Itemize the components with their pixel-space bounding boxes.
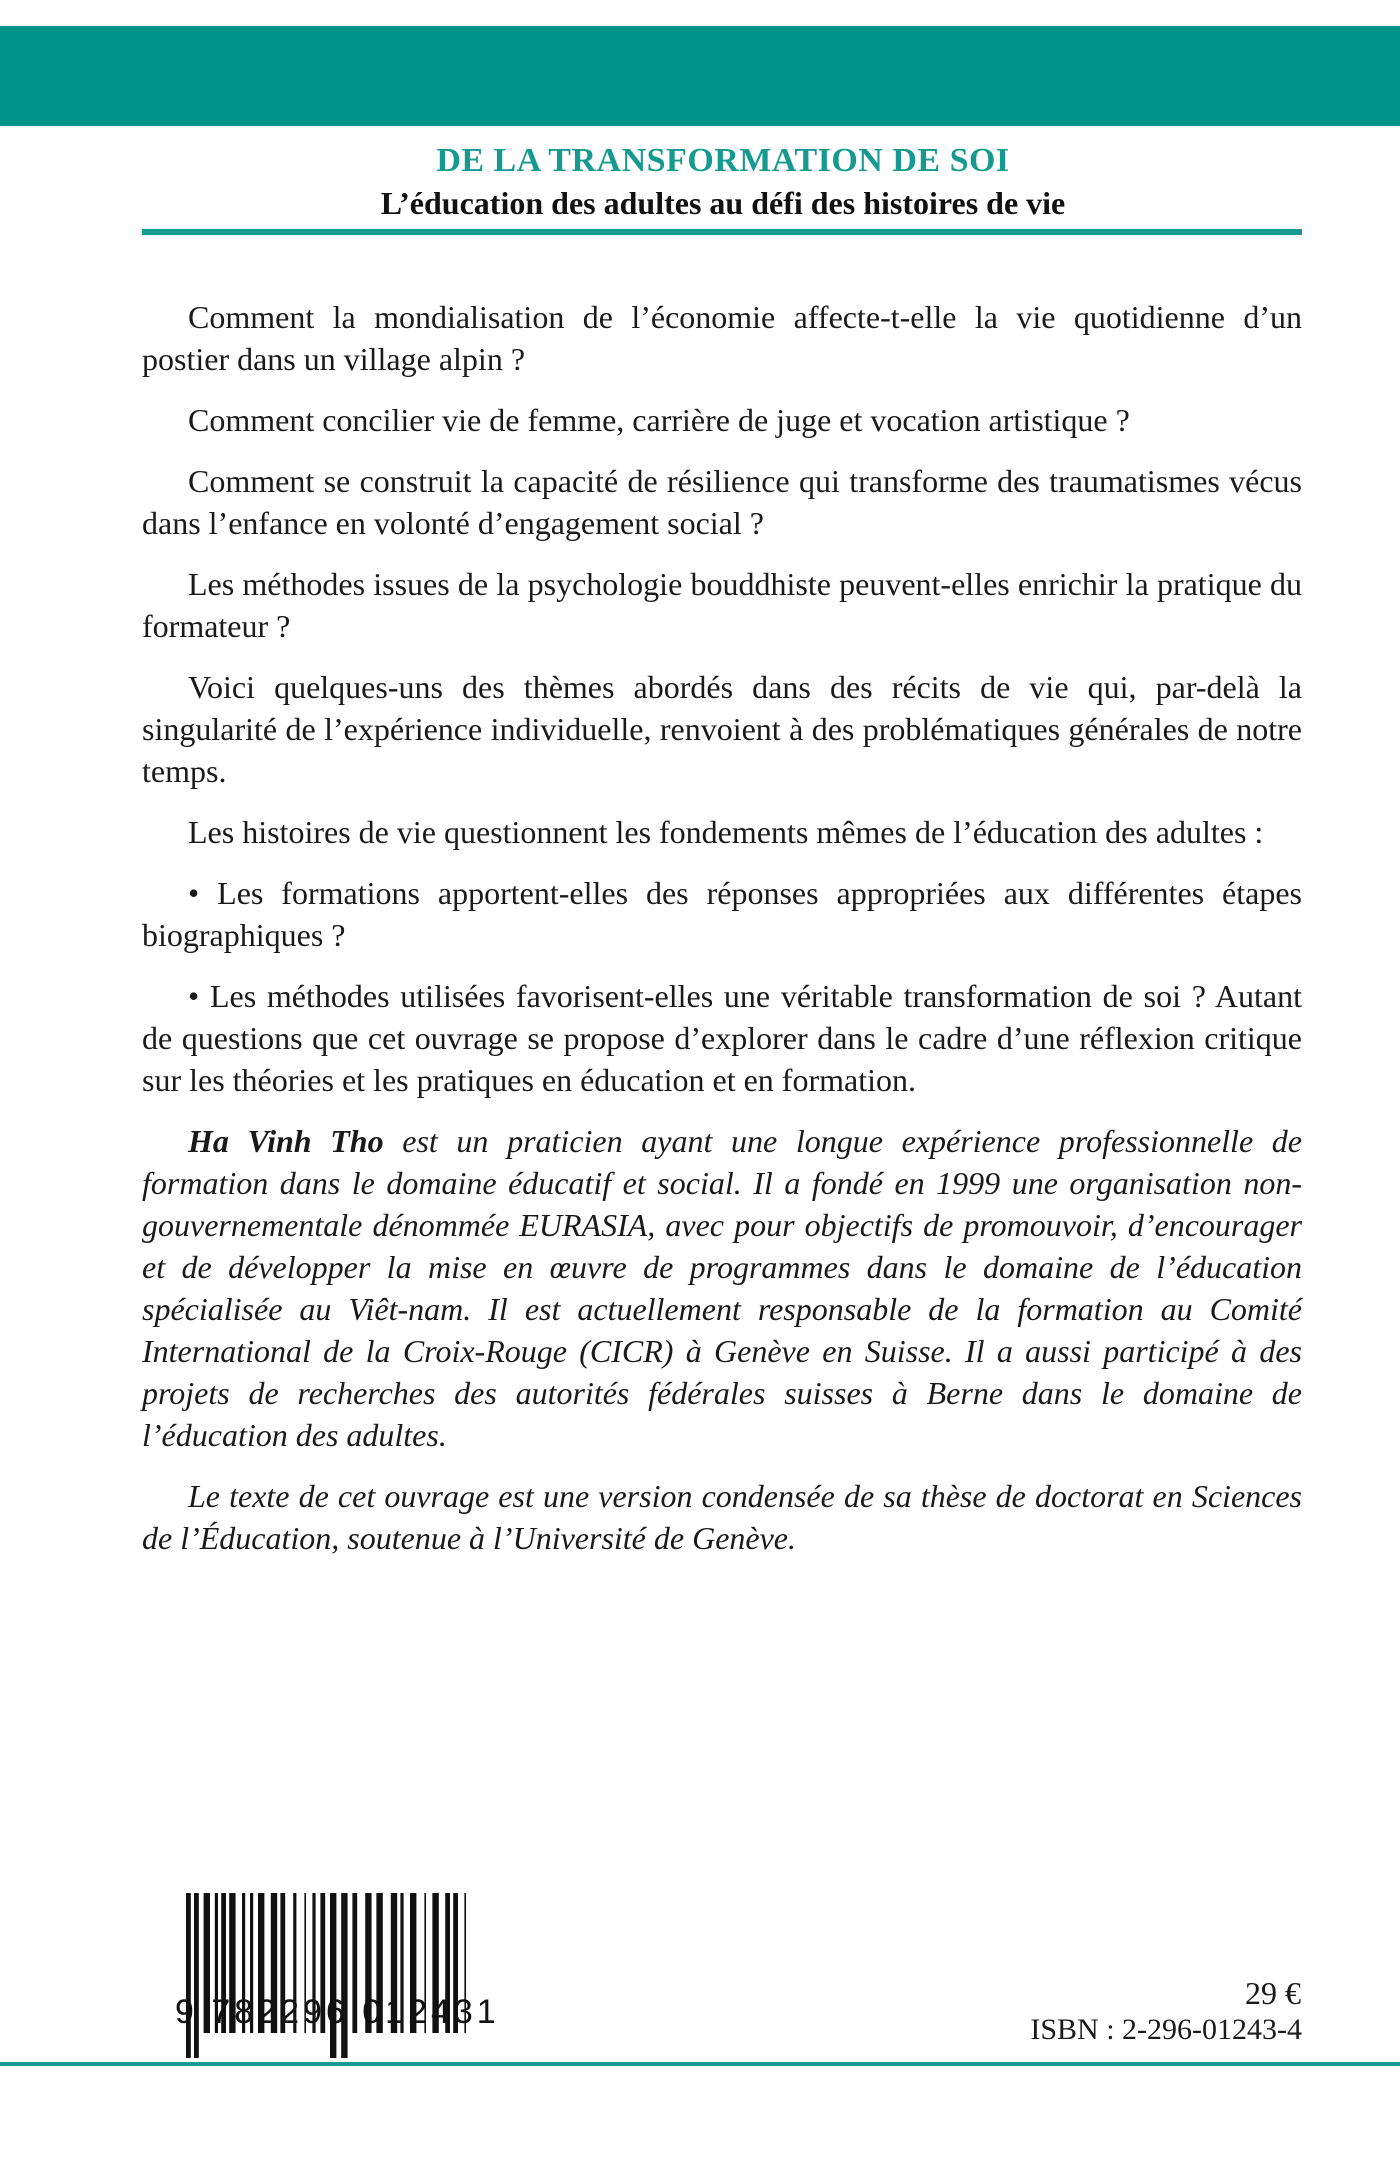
barcode-bar: [341, 1893, 347, 2058]
barcode-bar: [186, 1893, 191, 2058]
isbn-barcode: [180, 1893, 470, 2058]
author-name: Ha Vinh Tho: [188, 1123, 384, 1159]
book-subtitle: L’éducation des adultes au défi des histoires de vie: [380, 185, 1066, 221]
book-title: DE LA TRANSFORMATION DE SOI: [436, 142, 1010, 179]
paragraph: Les méthodes issues de la psychologie bouddhiste peuvent-elles enrichir la pratique du formateur ?: [142, 566, 1302, 644]
bullet-item: • Les formations apportent-elles des réponses appropriées aux différentes étapes biographiques ?: [142, 875, 1302, 953]
barcode-bar: [330, 1893, 336, 2058]
price-label: 29 €: [1245, 1975, 1301, 2011]
author-bio-text: est un praticien ayant une longue expérience professionnelle de formation dans le domaine éducatif et social. Il a fondé en 1999 une organisation non-gouvernementale dénommée EURASIA, avec pour objectifs de promouvoir, d’encourager et de développer la mise en œuvre de programmes dans le domaine de l’éducation spécialisée au Viêt-nam. Il est actuellement responsable de la formation au Comité International de la Croix-Rouge (CICR) à Genève en Suisse. Il a aussi participé à des projets de recherches des autorités fédérales suisses à Berne dans le domaine de l’éducation des adultes.: [142, 1123, 1303, 1453]
barcode-bar: [194, 1893, 199, 2058]
back-cover-text: [142, 296, 1302, 1578]
paragraph: Les histoires de vie questionnent les fondements mêmes de l’éducation des adultes :: [188, 814, 1264, 850]
paragraph: Comment concilier vie de femme, carrière de juge et vocation artistique ?: [188, 402, 1130, 438]
barcode-number: 9 782296 012431: [175, 1993, 500, 2031]
top-color-band: [0, 26, 1400, 126]
bottom-divider: [0, 2062, 1400, 2066]
paragraph: Voici quelques-uns des thèmes abordés dans des récits de vie qui, par-delà la singularité de l’expérience individuelle, renvoient à des problématiques générales de notre temps.: [142, 669, 1302, 789]
paragraph: Comment la mondialisation de l’économie affecte-t-elle la vie quotidienne d’un postier dans un village alpin ?: [142, 299, 1302, 377]
title-divider: [142, 229, 1302, 235]
thesis-note: Le texte de cet ouvrage est une version condensée de sa thèse de doctorat en Sciences de l’Éducation, soutenue à l’Université de Genève.: [142, 1478, 1302, 1556]
bullet-item: • Les méthodes utilisées favorisent-elles une véritable transformation de soi ? Autant de questions que cet ouvrage se propose d’explorer dans le cadre d’une réflexion critique sur les théories et les pratiques en éducation et en formation.: [142, 978, 1302, 1098]
author-bio: [142, 1120, 1302, 1456]
isbn-label: ISBN : 2-296-01243-4: [1030, 2013, 1302, 2046]
paragraph: Comment se construit la capacité de résilience qui transforme des traumatismes vécus dans l’enfance en volonté d’engagement social ?: [142, 463, 1302, 541]
